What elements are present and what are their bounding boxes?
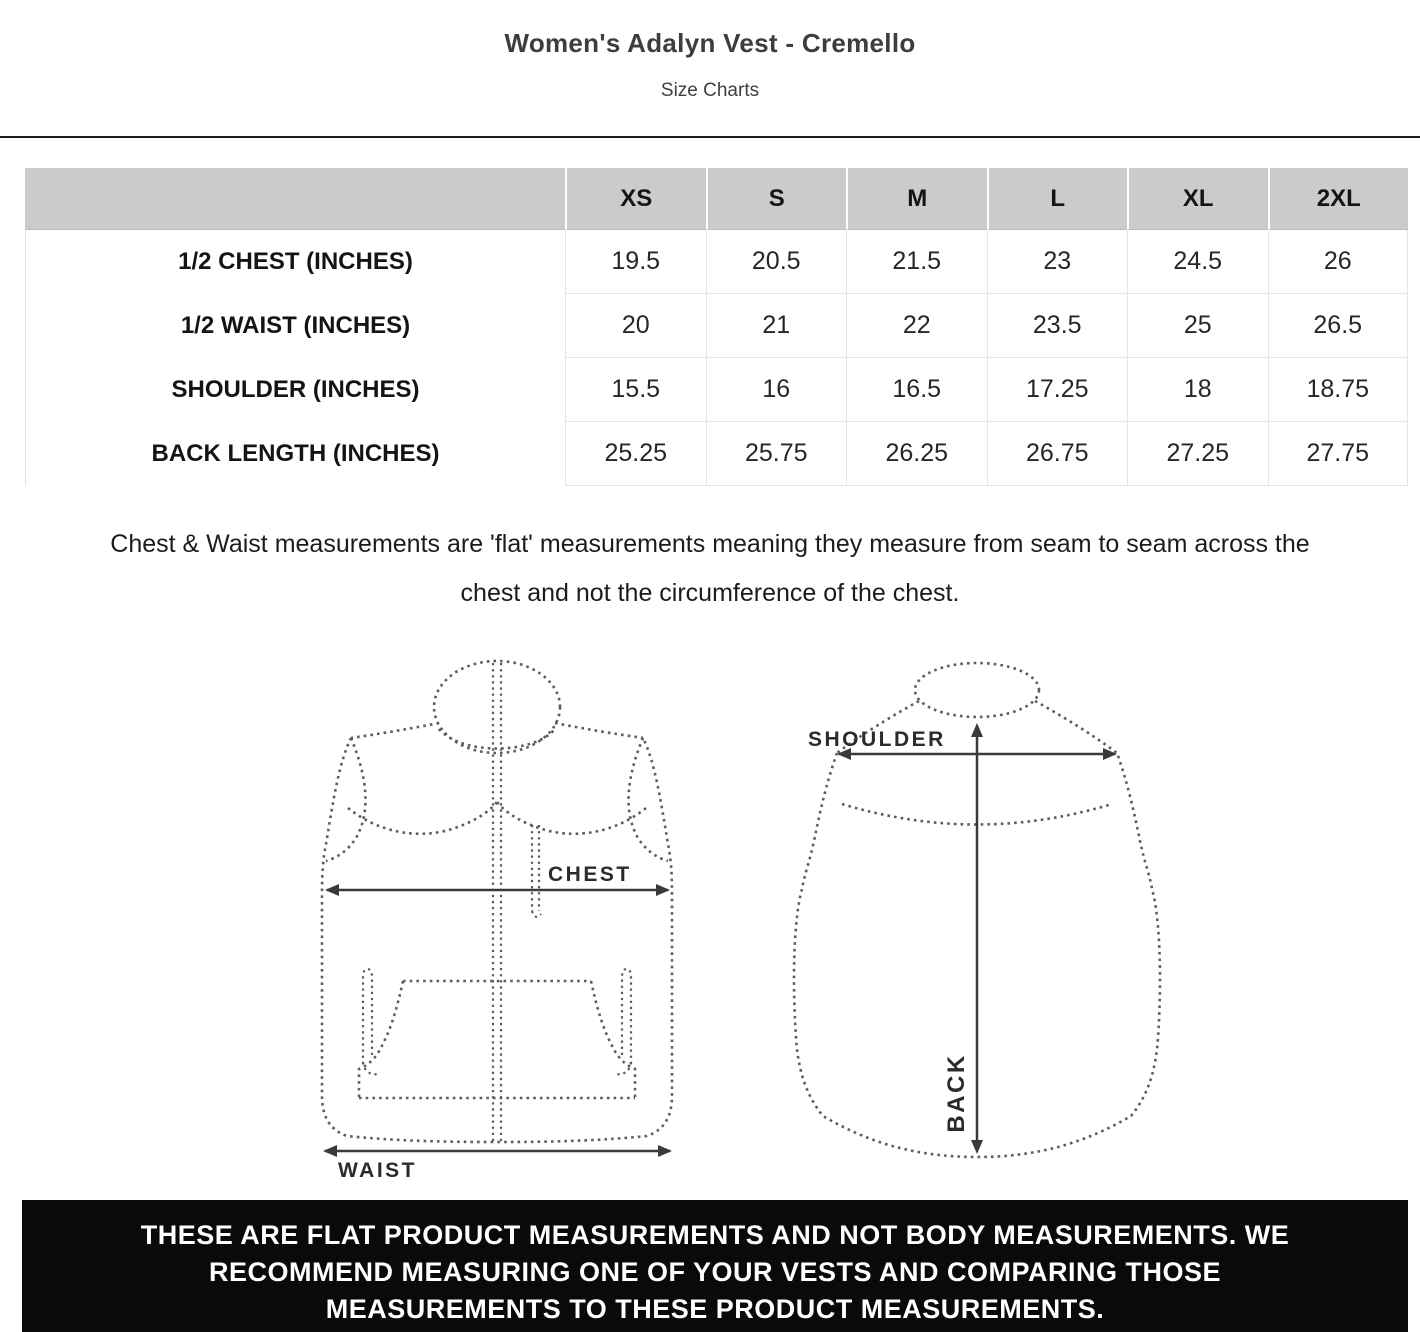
- vest-back-collar: [915, 663, 1039, 717]
- size-value: 23: [987, 230, 1128, 294]
- footer-line3: MEASUREMENTS TO THESE PRODUCT MEASUREMENTS.: [325, 1294, 1105, 1324]
- size-value: 26.75: [987, 422, 1128, 486]
- table-row: [25, 358, 1408, 422]
- row-label: 1/2 WAIST (INCHES): [25, 294, 565, 358]
- table-row: [25, 294, 1408, 358]
- size-value: 24.5: [1127, 230, 1268, 294]
- row-label: SHOULDER (INCHES): [25, 358, 565, 422]
- vest-front-pockets: [359, 969, 635, 1098]
- vest-front-outline: [322, 723, 672, 1142]
- size-value: 18: [1127, 358, 1268, 422]
- vest-back-diagram: [778, 648, 1190, 1178]
- size-value: 16: [706, 358, 847, 422]
- page-title: Women's Adalyn Vest - Cremello: [504, 28, 916, 58]
- measurement-note: [0, 520, 1420, 618]
- size-value: 27.25: [1127, 422, 1268, 486]
- corner-cell: [25, 168, 565, 230]
- chest-label: CHEST: [548, 863, 632, 886]
- size-value: 27.75: [1268, 422, 1409, 486]
- size-value: 17.25: [987, 358, 1128, 422]
- footer-line2: RECOMMEND MEASURING ONE OF YOUR VESTS AND COMPARING THOSE: [208, 1257, 1222, 1287]
- waist-label: WAIST: [338, 1159, 417, 1182]
- size-column-m: M: [846, 168, 987, 230]
- size-value: 25.75: [706, 422, 847, 486]
- row-label: 1/2 CHEST (INCHES): [25, 230, 565, 294]
- size-value: 21.5: [846, 230, 987, 294]
- size-value: 25.25: [565, 422, 706, 486]
- measurement-note-line1: Chest & Waist measurements are 'flat' measurements meaning they measure from seam to seam across the: [110, 530, 1310, 558]
- vest-front-diagram: [293, 645, 698, 1193]
- measurement-note-line2: chest and not the circumference of the chest.: [460, 579, 960, 607]
- size-column-s: S: [706, 168, 847, 230]
- size-value: 20: [565, 294, 706, 358]
- size-value: 18.75: [1268, 358, 1409, 422]
- table-header-row: [25, 168, 1408, 230]
- waist-arrow: [323, 1145, 672, 1157]
- size-value: 15.5: [565, 358, 706, 422]
- size-value: 20.5: [706, 230, 847, 294]
- size-value: 23.5: [987, 294, 1128, 358]
- size-value: 26.5: [1268, 294, 1409, 358]
- size-value: 26.25: [846, 422, 987, 486]
- size-value: 26: [1268, 230, 1409, 294]
- size-column-xs: XS: [565, 168, 706, 230]
- page-subtitle: Size Charts: [660, 80, 760, 101]
- table-row: [25, 230, 1408, 294]
- footer-line1: THESE ARE FLAT PRODUCT MEASUREMENTS AND NOT BODY MEASUREMENTS. WE: [140, 1220, 1290, 1250]
- header-divider: [0, 136, 1420, 138]
- back-label: BACK: [943, 1053, 970, 1133]
- size-value: 22: [846, 294, 987, 358]
- size-value: 19.5: [565, 230, 706, 294]
- back-arrow: [971, 723, 983, 1154]
- vest-front-zipper: [493, 663, 541, 1142]
- row-label: BACK LENGTH (INCHES): [25, 422, 565, 486]
- shoulder-label: SHOULDER: [808, 728, 946, 751]
- size-chart-table: [25, 168, 1408, 486]
- size-value: 16.5: [846, 358, 987, 422]
- size-column-xl: XL: [1127, 168, 1268, 230]
- size-column-l: L: [987, 168, 1128, 230]
- size-value: 25: [1127, 294, 1268, 358]
- size-value: 21: [706, 294, 847, 358]
- size-column-2xl: 2XL: [1268, 168, 1409, 230]
- table-row: [25, 422, 1408, 486]
- footer-banner: [22, 1200, 1408, 1332]
- vest-front-collar: [434, 661, 560, 753]
